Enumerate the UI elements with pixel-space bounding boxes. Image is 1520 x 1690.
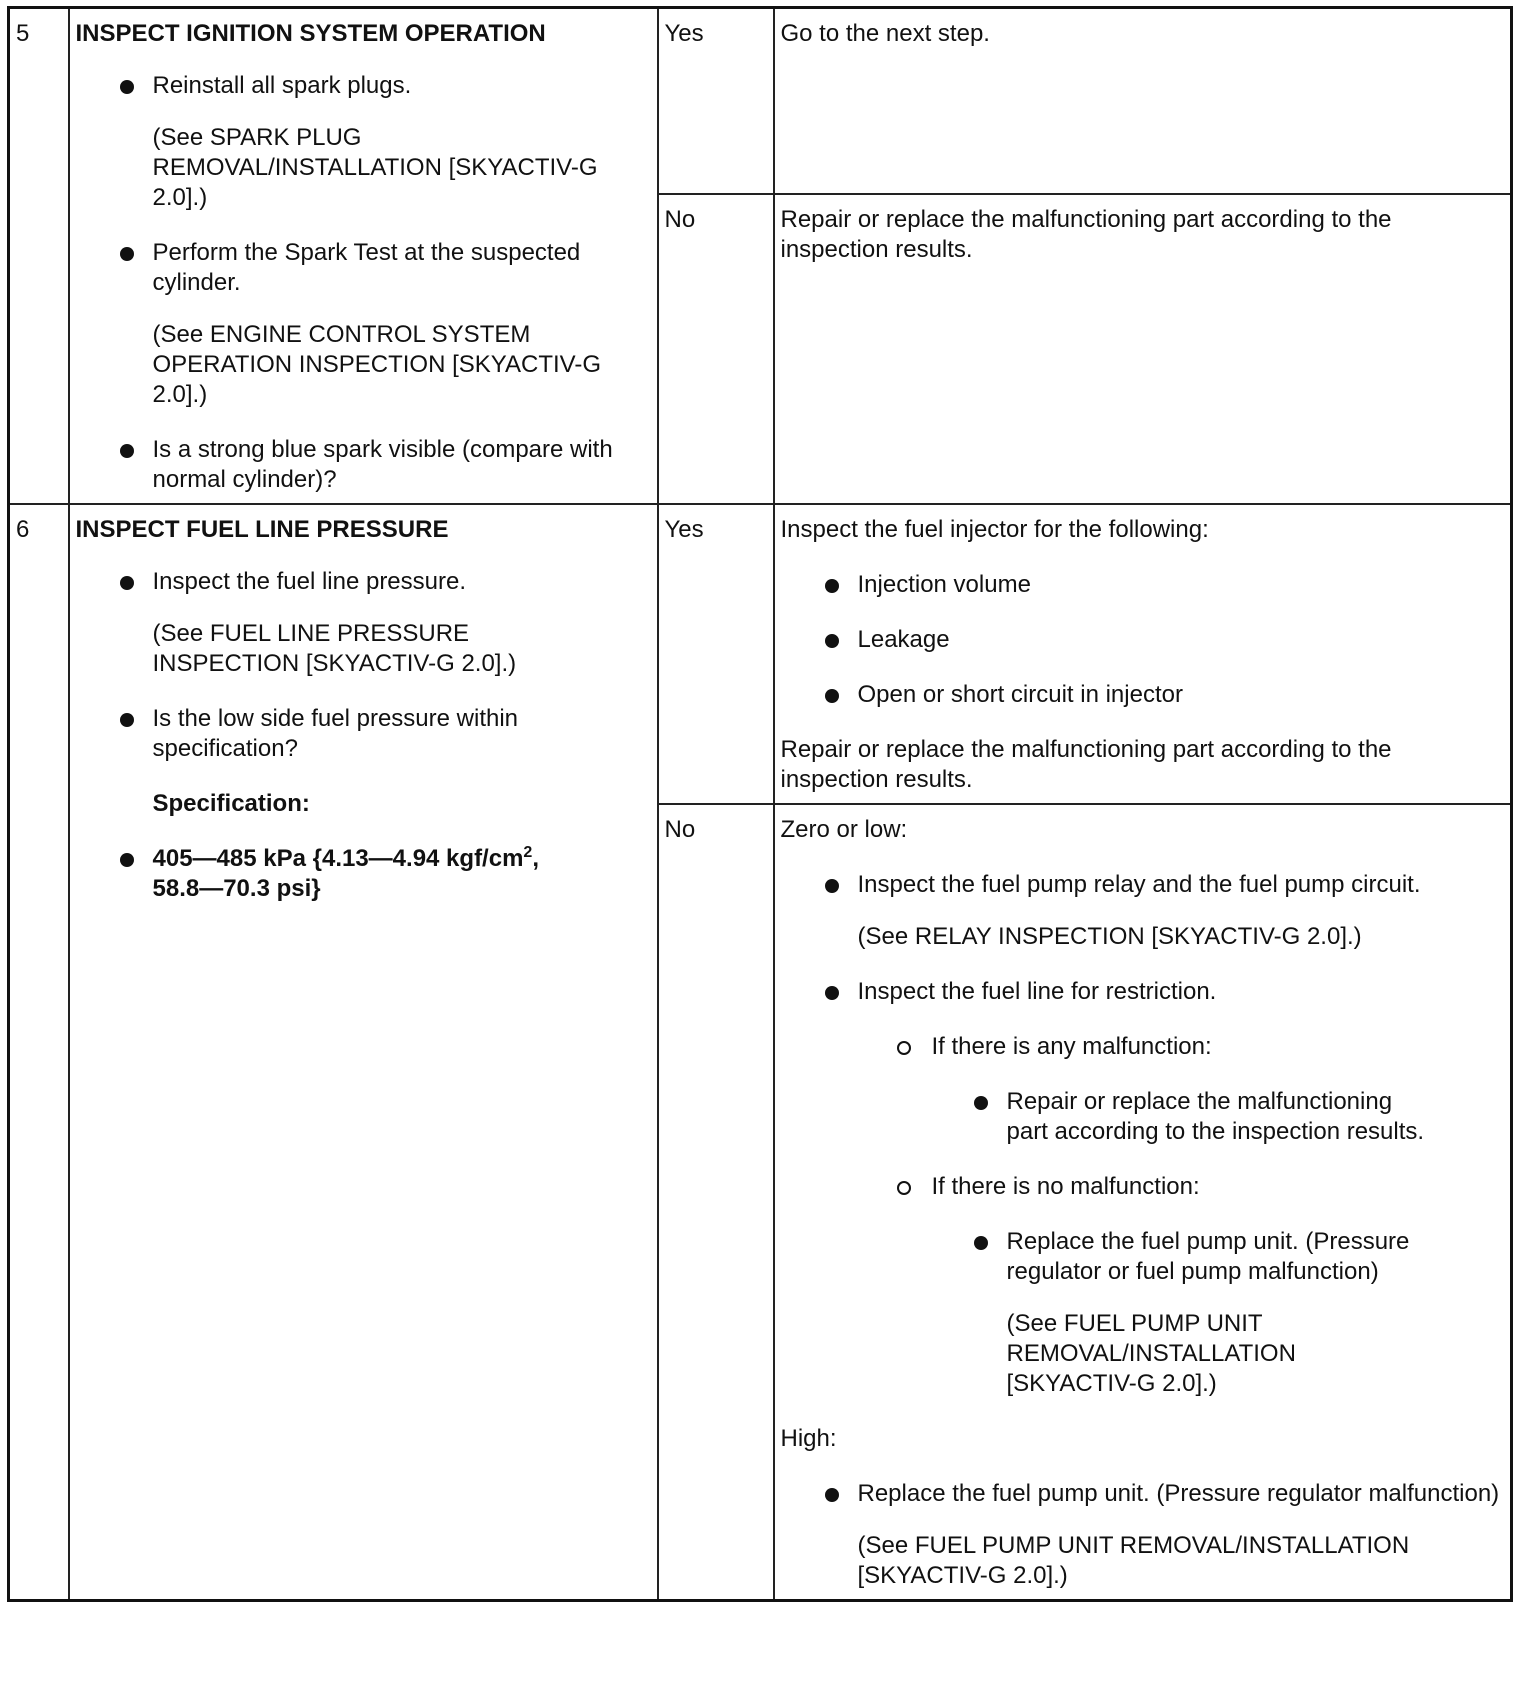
reference-link[interactable]: (See FUEL PUMP UNIT REMOVAL/INSTALLATION [SKYACTIV-G 2.0].) [1006,1310,1296,1397]
list-item [781,1479,1505,1591]
result-no: No [658,194,774,505]
list-item [76,567,651,679]
step-number: 6 [9,504,69,1601]
list-item [76,238,651,410]
bullet-text: Is the low side fuel pressure within specification? [152,705,519,762]
list-item [76,704,651,764]
action-list [781,1479,1505,1591]
step-title: INSPECT FUEL LINE PRESSURE [75,516,449,543]
list-item: If there is no malfunction: [781,1172,1505,1202]
diagnostic-table [7,6,1513,1602]
bullet-text: Replace the fuel pump unit. (Pressure regulator malfunction) [857,1480,1500,1507]
inspection-list [76,567,651,764]
action-yes: Go to the next step. [774,8,1512,194]
spec-label: Specification: [152,790,310,817]
spec-value-part: , 58.8—70.3 psi} [152,845,539,902]
list-item: If there is any malfunction: [781,1032,1505,1062]
bullet-text: Repair or replace the malfunctioning part according to the inspection results. [1006,1088,1425,1145]
step-number: 5 [9,8,69,505]
action-no [774,804,1512,1601]
inspection-cell [69,8,658,505]
bullet-text: Inspect the fuel line for restriction. [857,978,1217,1005]
list-item: Open or short circuit in injector [781,680,1505,710]
reference-link[interactable]: (See SPARK PLUG REMOVAL/INSTALLATION [SKYACTIV-G 2.0].) [152,124,598,211]
action-list [781,570,1505,710]
bullet-text: Reinstall all spark plugs. [152,72,412,99]
action-no: Repair or replace the malfunctioning part according to the inspection results. [774,194,1512,505]
list-item [781,1087,1505,1147]
condition-label: Zero or low: [780,816,908,843]
action-list [781,870,1505,1399]
reference-link[interactable]: (See ENGINE CONTROL SYSTEM OPERATION INSPECTION [SKYACTIV-G 2.0].) [152,321,602,408]
step-6-yes-row [9,504,1512,804]
action-text: Repair or replace the malfunctioning part according to the inspection results. [780,736,1392,793]
spec-value [76,844,651,904]
spec-superscript: 2 [523,844,533,861]
bullet-text: Is a strong blue spark visible (compare with normal cylinder)? [152,436,613,493]
spec-list [76,844,651,904]
reference-link[interactable]: (See FUEL LINE PRESSURE INSPECTION [SKYACTIV-G 2.0].) [152,620,517,677]
spec-value-part: 405—485 kPa {4.13—4.94 kgf/cm [152,845,524,872]
condition-label: High: [780,1425,837,1452]
reference-link[interactable]: (See RELAY INSPECTION [SKYACTIV-G 2.0].) [857,923,1362,950]
list-item: Injection volume [781,570,1505,600]
result-yes: Yes [658,8,774,194]
action-text: Inspect the fuel injector for the following: [780,516,1209,543]
list-item [76,71,651,213]
bullet-text: Inspect the fuel line pressure. [152,568,467,595]
list-item [781,1227,1505,1399]
bullet-text: Perform the Spark Test at the suspected cylinder. [152,239,581,296]
list-item [781,870,1505,952]
bullet-text: Replace the fuel pump unit. (Pressure regulator or fuel pump malfunction) [1006,1228,1410,1285]
reference-link[interactable]: (See FUEL PUMP UNIT REMOVAL/INSTALLATION [SKYACTIV-G 2.0].) [857,1532,1410,1589]
list-item [781,977,1505,1007]
action-yes [774,504,1512,804]
step-title: INSPECT IGNITION SYSTEM OPERATION [75,20,546,47]
result-yes: Yes [658,504,774,804]
inspection-list [76,71,651,495]
step-5-yes-row [9,8,1512,194]
inspection-cell [69,504,658,1601]
result-no: No [658,804,774,1601]
list-item [76,435,651,495]
bullet-text: Inspect the fuel pump relay and the fuel pump circuit. [857,871,1421,898]
list-item: Leakage [781,625,1505,655]
